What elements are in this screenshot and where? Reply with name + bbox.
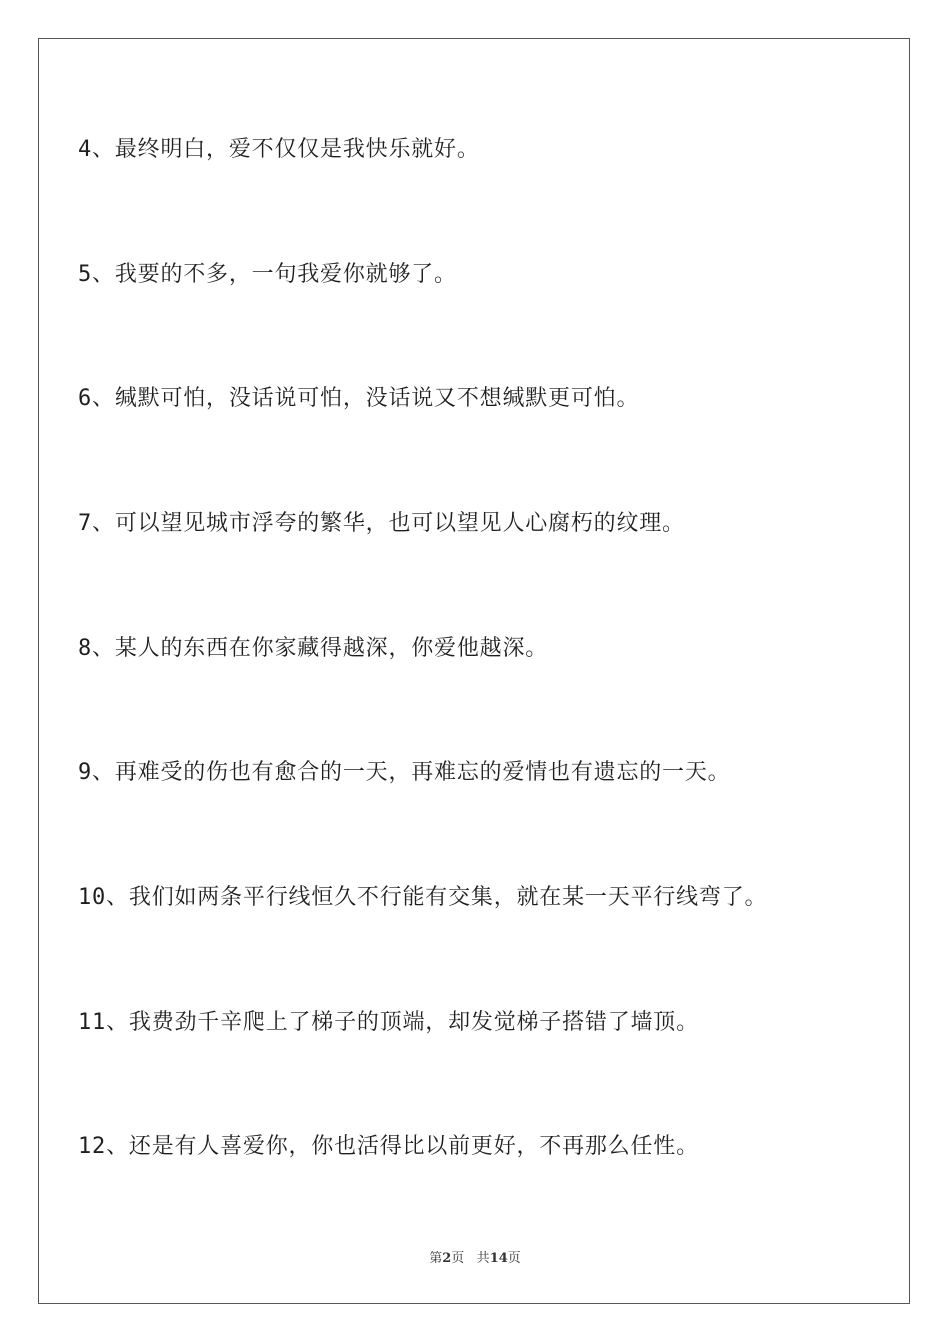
page-border — [38, 38, 910, 1304]
list-item: 10、我们如两条平行线恒久不行能有交集，就在某一天平行线弯了。 — [78, 885, 768, 910]
footer-current-page: 2 — [442, 1251, 452, 1266]
list-item: 9、再难受的伤也有愈合的一天，再难忘的爱情也有遗忘的一天。 — [78, 760, 731, 785]
footer-total-prefix: 共 — [476, 1251, 490, 1266]
list-item: 4、最终明白，爱不仅仅是我快乐就好。 — [78, 137, 480, 162]
list-item: 7、可以望见城市浮夸的繁华，也可以望见人心腐朽的纹理。 — [78, 511, 685, 536]
footer-page-word: 页 — [451, 1251, 465, 1266]
list-item: 12、还是有人喜爱你，你也活得比以前更好，不再那么任性。 — [78, 1134, 699, 1159]
footer-prefix: 第 — [429, 1251, 443, 1266]
footer-total-word: 页 — [507, 1251, 521, 1266]
list-item: 5、我要的不多，一句我爱你就够了。 — [78, 262, 457, 287]
list-item: 6、缄默可怕，没话说可怕，没话说又不想缄默更可怕。 — [78, 386, 640, 411]
page-number-footer — [0, 1247, 950, 1266]
list-item: 11、我费劲千辛爬上了梯子的顶端，却发觉梯子搭错了墙顶。 — [78, 1010, 699, 1035]
list-item: 8、某人的东西在你家藏得越深，你爱他越深。 — [78, 636, 549, 661]
footer-total-pages: 14 — [489, 1251, 508, 1266]
